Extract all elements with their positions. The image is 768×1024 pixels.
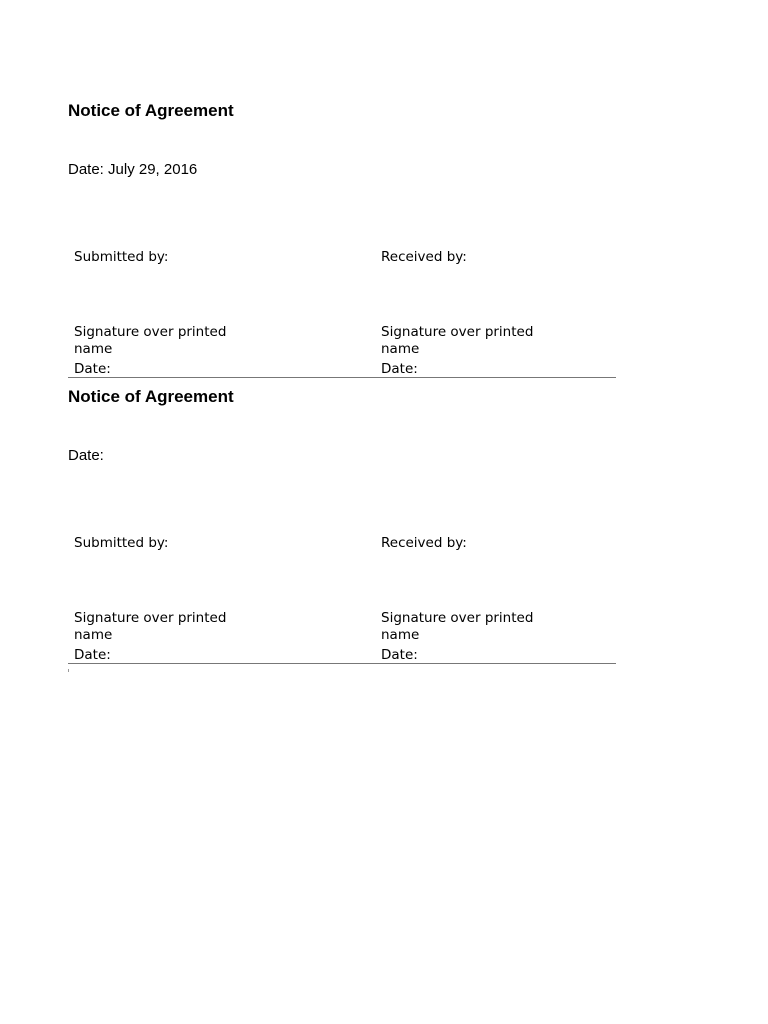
- notice-title: Notice of Agreement: [68, 101, 234, 120]
- notice-of-agreement-2: [68, 382, 616, 668]
- submitted-by-block: [74, 96, 314, 382]
- receiver-signature-label: Signature over printed name: [381, 610, 534, 643]
- received-by-block: [381, 382, 621, 668]
- signature-divider-line: [68, 663, 616, 664]
- submitted-by-label: Submitted by:: [74, 249, 169, 265]
- received-by-block: [381, 96, 621, 382]
- received-by-label: Received by:: [381, 535, 467, 551]
- submitter-signature-label: Signature over printed name: [74, 324, 227, 357]
- stray-mark: [68, 669, 69, 672]
- receiver-signature-label: Signature over printed name: [381, 324, 534, 357]
- signature-divider-line: [68, 377, 616, 378]
- submitted-by-block: [74, 382, 314, 668]
- submitter-date-label: Date:: [74, 361, 111, 377]
- receiver-date-label: Date:: [381, 647, 418, 663]
- notice-date: Date:: [68, 447, 104, 464]
- notice-date: Date: July 29, 2016: [68, 161, 198, 178]
- notice-title: Notice of Agreement: [68, 387, 234, 406]
- submitted-by-label: Submitted by:: [74, 535, 169, 551]
- submitter-signature-label: Signature over printed name: [74, 610, 227, 643]
- received-by-label: Received by:: [381, 249, 467, 265]
- receiver-date-label: Date:: [381, 361, 418, 377]
- notice-of-agreement-1: [68, 96, 616, 382]
- submitter-date-label: Date:: [74, 647, 111, 663]
